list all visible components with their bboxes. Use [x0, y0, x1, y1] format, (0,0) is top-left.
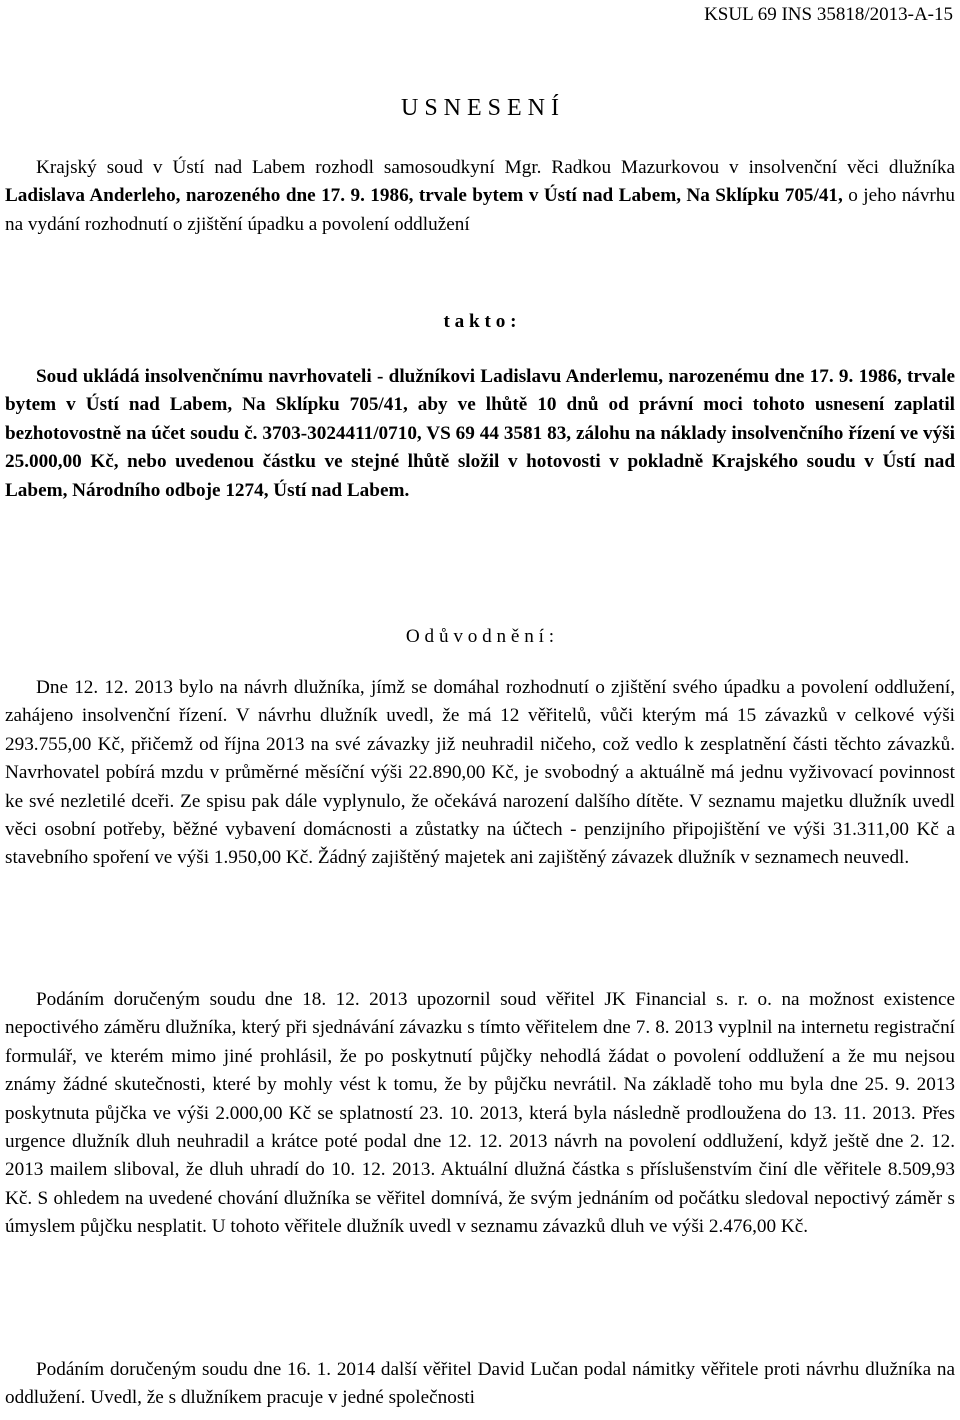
intro-text-start: Krajský soud v Ústí nad Labem rozhodl samosoudkyní Mgr. Radkou Mazurkovou v insolvenční věci dlužníka: [36, 157, 955, 178]
debtor-name: Ladislava Anderleho, narozeného dne 17. 9. 1986, trvale bytem v Ústí nad Labem, Na Sklípku 705/41,: [5, 185, 843, 207]
reasoning-paragraph-2: Podáním doručeným soudu dne 18. 12. 2013 upozornil soud věřitel JK Financial s. r. o. na možnost existence nepoctivého záměru dlužníka, který při sjednávání závazku s tímto věřitelem dne 7. 8. 2013 vyplnil na internetu registrační formulář, ve kterém mimo jiné prohlásil, že po poskytnutí půjčky nehodlá žádat o povolení oddlužení a že mu nejsou známy žádné skutečnosti, které by mohly vést k tomu, že by půjčku nevrátil. Na základě toho mu byla dne 25. 9. 2013 poskytnuta půjčka ve výši 2.000,00 Kč se splatností 23. 10. 2013, která byla následně prodloužena do 13. 11. 2013. Přes urgence dlužník dluh neuhradil a krátce poté podal dne 12. 12. 2013 návrh na povolení oddlužení, když ještě dne 2. 12. 2013 mailem sliboval, že dluh uhradí do 10. 12. 2013. Aktuální dlužná částka s příslušenstvím činí dle věřitele 8.509,93 Kč. S ohledem na uvedené chování dlužníka se věřitel domnívá, že svým jednáním od počátku sledoval nepoctivý záměr s úmyslem půjčku nesplatit. U tohoto věřitele dlužník uvedl v seznamu závazků dluh ve výši 2.476,00 Kč.: [5, 989, 955, 1238]
reasoning-paragraph-3: Podáním doručeným soudu dne 16. 1. 2014 další věřitel David Lučan podal námitky věřitele proti návrhu dlužníka na oddlužení. Uvedl, že s dlužníkem pracuje v jedné společnosti: [5, 1359, 955, 1409]
intro-text-end: o jeho návrhu na vydání rozhodnutí o zjištění úpadku a povolení oddlužení: [5, 185, 955, 235]
case-reference: KSUL 69 INS 35818/2013-A-15: [704, 4, 953, 25]
reasoning-paragraph-1: Dne 12. 12. 2013 bylo na návrh dlužníka, jímž se domáhal rozhodnutí o zjištění svého úpadku a povolení oddlužení, zahájeno insolvenční řízení. V návrhu dlužník uvedl, že má 12 věřitelů, vůči kterým má 15 závazků v celkové výši 293.755,00 Kč, přičemž od října 2013 na své závazky již neuhradil ničeho, což vedlo k zesplatnění části těchto závazků. Navrhovatel pobírá mzdu v průměrné měsíční výši 22.890,00 Kč, je svobodný a aktuálně má jednu vyživovací povinnost ke své nezletilé dceři. Ze spisu pak dále vyplynulo, že očekává narození dalšího dítěte. V seznamu majetku dlužník uvedl věci osobní potřeby, běžné vybavení domácnosti a zůstatky na účtech - penzijního připojištění ve výši 31.311,00 Kč a stavebního spoření ve výši 1.950,00 Kč. Žádný zajištěný majetek ani zajištěný závazek dlužník v seznamech neuvedl.: [5, 677, 955, 869]
reasoning-heading: O d ů v o d n ě n í :: [405, 626, 555, 647]
document-title: U S N E S E N Í: [400, 95, 559, 121]
verdict-paragraph: Soud ukládá insolvenčnímu navrhovateli - dlužníkovi Ladislavu Anderlemu, narozenému dne 17. 9. 1986, trvale bytem v Ústí nad Labem, Na Sklípku 705/41, aby ve lhůtě 10 dnů od právní moci tohoto usnesení zaplatil bezhotovostně na účet soudu č. 3703-3024411/0710, VS 69 44 3581 83, zálohu na náklady insolvenčního řízení ve výši 25.000,00 Kč, nebo uvedenou částku ve stejné lhůtě složil v hotovosti v pokladně Krajského soudu v Ústí nad Labem, Národního odboje 1274, Ústí nad Labem.: [5, 366, 955, 501]
intro-paragraph: [5, 154, 955, 239]
takto-heading: t a k t o :: [443, 311, 517, 332]
